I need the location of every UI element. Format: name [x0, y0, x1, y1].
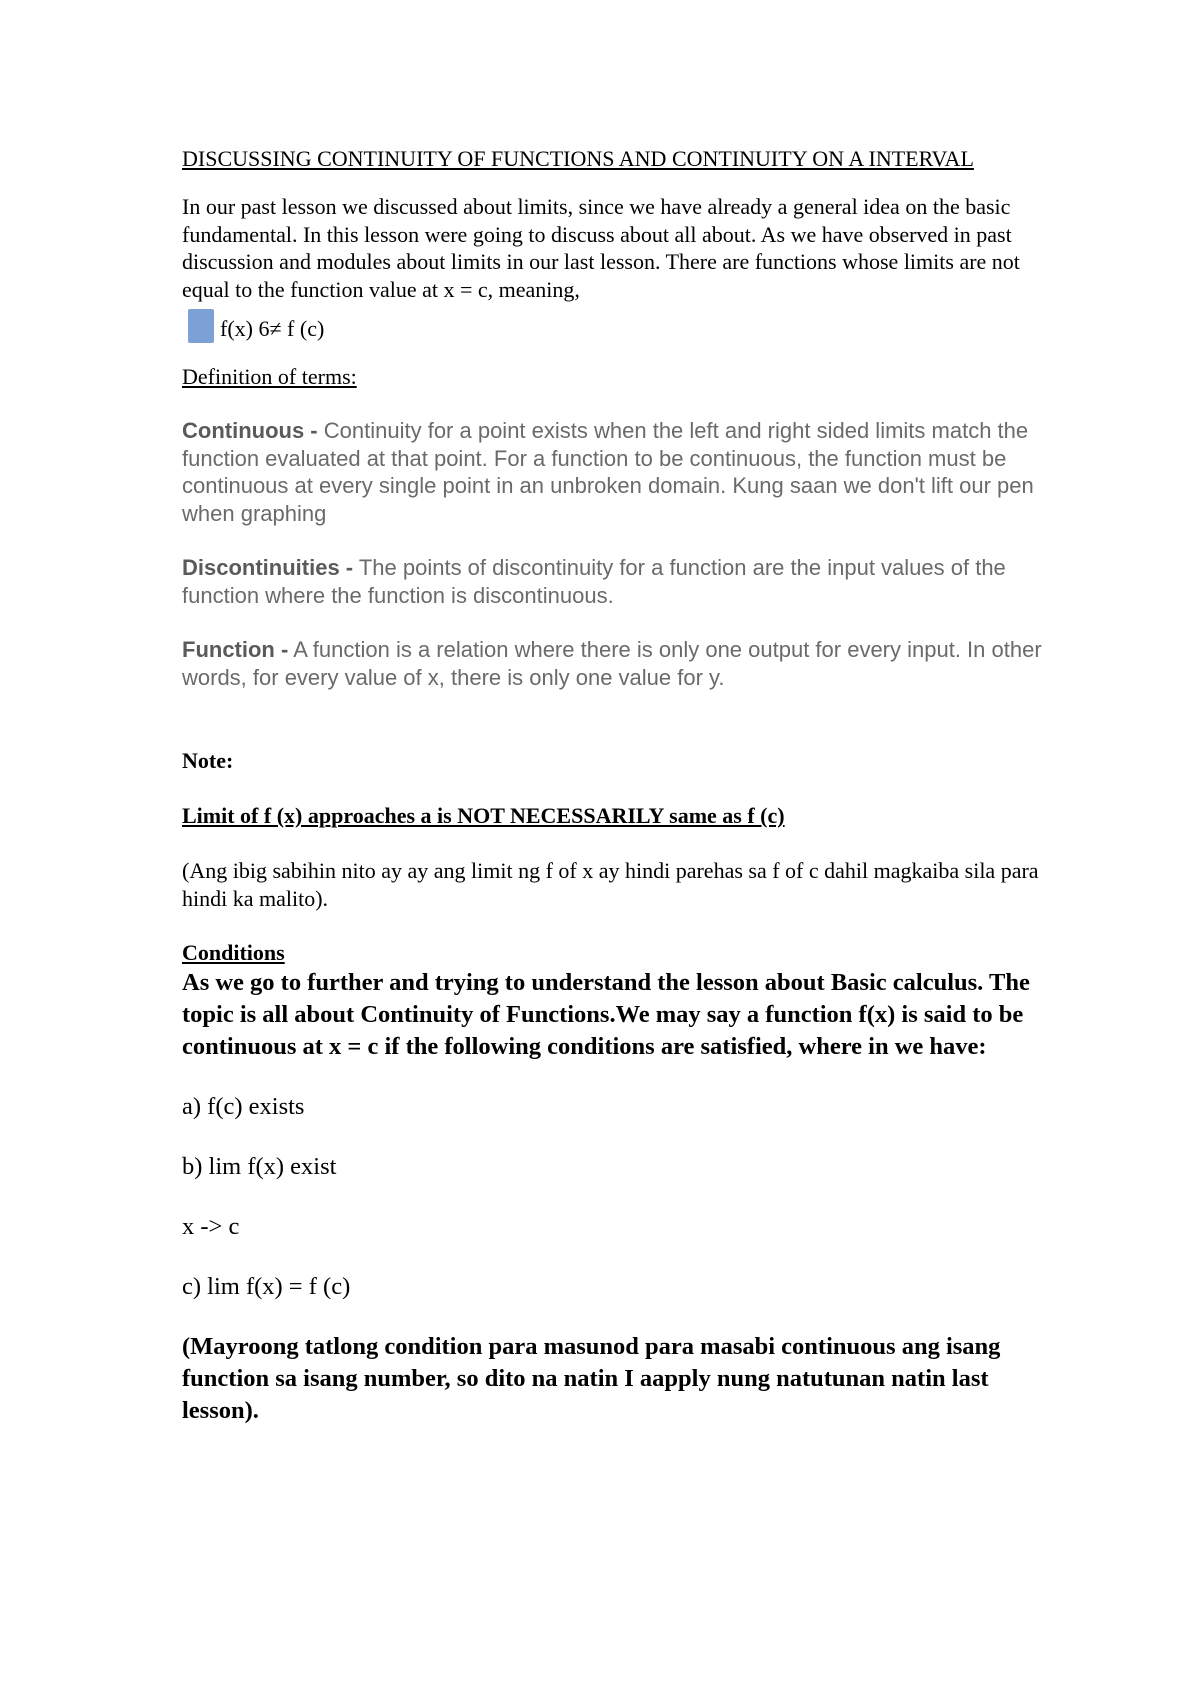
term-definition: Continuity for a point exists when the left and right sided limits match the function evaluated at that point. For a function to be continuous, the function must be continuous at every single point in an unbroken domain. Kung saan we don't lift our pen when graphing	[182, 418, 1034, 526]
condition-a: a) f(c) exists	[182, 1093, 305, 1120]
term-discontinuities	[182, 554, 1042, 609]
limit-statement: Limit of f (x) approaches a is NOT NECESSARILY same as f (c)	[182, 803, 785, 828]
document-title: DISCUSSING CONTINUITY OF FUNCTIONS AND CONTINUITY ON A INTERVAL	[182, 146, 974, 171]
condition-b: b) lim f(x) exist	[182, 1153, 337, 1180]
term-definition: A function is a relation where there is only one output for every input. In other words, for every value of x, there is only one value for y.	[182, 637, 1042, 690]
term-label: Function -	[182, 637, 289, 662]
conditions-intro: As we go to further and trying to understand the lesson about Basic calculus. The topic is all about Continuity of Functions.We may say a function f(x) is said to be continuous at x = c if the following conditions are satisfied, where in we have:	[182, 969, 1030, 1060]
term-definition: The points of discontinuity for a function are the input values of the function where the function is discontinuous.	[182, 555, 1006, 608]
term-label: Continuous -	[182, 418, 318, 443]
term-label: Discontinuities -	[182, 555, 354, 580]
condition-c: c) lim f(x) = f (c)	[182, 1273, 351, 1300]
intro-paragraph: In our past lesson we discussed about limits, since we have already a general idea on the basic fundamental. In this lesson were going to discuss about all about. As we have observed in past discussion and modules about limits in our last lesson. There are functions whose limits are not equal to the function value at x = c, meaning,	[182, 194, 1020, 302]
definitions-heading: Definition of terms:	[182, 364, 357, 389]
conditions-heading: Conditions	[182, 940, 285, 965]
closing-paragraph: (Mayroong tatlong condition para masunod para masabi continuous ang isang function sa isang number, so dito na natin I aapply nung natutunan natin last lesson).	[182, 1333, 1001, 1424]
document-page	[182, 145, 1042, 1427]
formula-text: f(x) 6≠ f (c)	[220, 316, 325, 341]
limit-formula	[188, 303, 1042, 343]
term-continuous	[182, 417, 1042, 527]
condition-b-subscript: x -> c	[182, 1213, 240, 1240]
term-function	[182, 636, 1042, 691]
note-label: Note:	[182, 748, 234, 773]
tagalog-note: (Ang ibig sabihin nito ay ay ang limit ng f of x ay hindi parehas sa f of c dahil magkaiba sila para hindi ka malito).	[182, 858, 1039, 911]
limit-symbol-icon	[188, 309, 214, 343]
